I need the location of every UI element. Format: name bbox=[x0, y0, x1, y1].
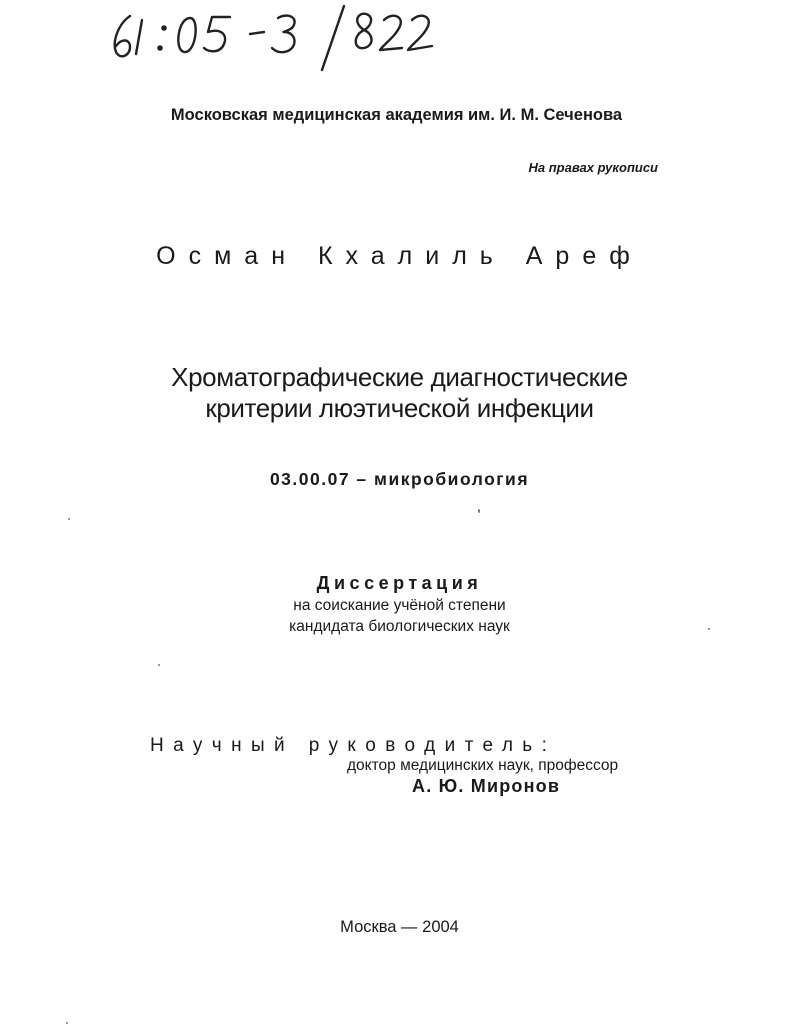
scan-speck bbox=[478, 509, 480, 513]
degree-line-1: на соискание учёной степени bbox=[293, 597, 506, 614]
scan-speck bbox=[708, 628, 710, 630]
supervisor-heading: Научный руководитель: bbox=[150, 735, 557, 756]
dissertation-title bbox=[0, 362, 799, 424]
supervisor-name: А. Ю. Миронов bbox=[412, 776, 561, 796]
handwritten-archive-code bbox=[108, 2, 448, 74]
degree-line-2: кандидата биологических наук bbox=[289, 618, 510, 635]
supervisor-rank: доктор медицинских наук, профессор bbox=[347, 757, 619, 774]
work-type: Диссертация bbox=[316, 573, 483, 593]
institution-text: Московская медицинская академия им. И. М. Сеченова bbox=[170, 106, 623, 124]
institution-name bbox=[0, 106, 799, 125]
author-name: Осман Кхалиль Ареф bbox=[156, 242, 643, 270]
place-and-year: Москва — 2004 bbox=[340, 918, 459, 936]
handwritten-code-drawing bbox=[108, 2, 448, 74]
rights-note: На правах рукописи bbox=[528, 160, 658, 175]
scan-speck bbox=[66, 1022, 68, 1024]
scan-speck bbox=[68, 518, 70, 520]
specialty-code: 03.00.07 – микробиология bbox=[269, 469, 530, 489]
title-line-1: Хроматографические диагностические bbox=[171, 362, 628, 392]
scan-speck bbox=[158, 664, 160, 666]
title-line-2: критерии люэтической инфекции bbox=[205, 393, 594, 423]
